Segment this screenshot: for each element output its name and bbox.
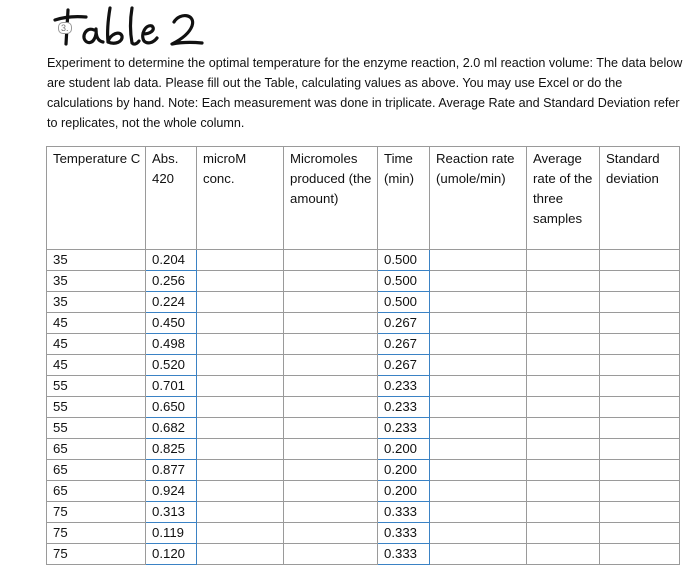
temperature-cell: 75 [47, 523, 146, 544]
temperature-cell: 65 [47, 481, 146, 502]
reaction-rate-cell[interactable] [430, 292, 527, 313]
abs-420-cell[interactable]: 0.682 [146, 418, 197, 439]
temperature-cell: 55 [47, 376, 146, 397]
micromoles-cell[interactable] [284, 292, 378, 313]
abs-420-cell[interactable]: 0.256 [146, 271, 197, 292]
microm-conc-cell[interactable] [197, 418, 284, 439]
microm-conc-cell[interactable] [197, 544, 284, 565]
reaction-rate-cell[interactable] [430, 481, 527, 502]
average-rate-cell[interactable] [527, 355, 600, 376]
temperature-cell: 75 [47, 502, 146, 523]
average-rate-cell[interactable] [527, 544, 600, 565]
micromoles-cell[interactable] [284, 397, 378, 418]
average-rate-cell[interactable] [527, 502, 600, 523]
table-row [47, 376, 680, 397]
average-rate-cell[interactable] [527, 460, 600, 481]
std-dev-cell[interactable] [600, 250, 680, 271]
time-cell[interactable]: 0.200 [378, 481, 430, 502]
table-row [47, 355, 680, 376]
time-cell[interactable]: 0.500 [378, 271, 430, 292]
abs-420-cell[interactable]: 0.224 [146, 292, 197, 313]
abs-420-cell[interactable]: 0.119 [146, 523, 197, 544]
micromoles-cell[interactable] [284, 313, 378, 334]
reaction-rate-cell[interactable] [430, 418, 527, 439]
table-row [47, 313, 680, 334]
table-body [47, 250, 680, 565]
question-number-marker: 3. [58, 22, 72, 34]
average-rate-cell[interactable] [527, 439, 600, 460]
micromoles-cell[interactable] [284, 334, 378, 355]
average-rate-cell[interactable] [527, 376, 600, 397]
reaction-rate-cell[interactable] [430, 544, 527, 565]
header-micromoles-produced: Micromoles produced (the amount) [284, 147, 378, 250]
micromoles-cell[interactable] [284, 271, 378, 292]
time-cell[interactable]: 0.267 [378, 334, 430, 355]
time-cell[interactable]: 0.267 [378, 313, 430, 334]
time-cell[interactable]: 0.233 [378, 418, 430, 439]
header-reaction-rate: Reaction rate (umole/min) [430, 147, 527, 250]
std-dev-cell[interactable] [600, 418, 680, 439]
reaction-rate-cell[interactable] [430, 334, 527, 355]
microm-conc-cell[interactable] [197, 334, 284, 355]
average-rate-cell[interactable] [527, 250, 600, 271]
time-cell[interactable]: 0.200 [378, 460, 430, 481]
reaction-rate-cell[interactable] [430, 355, 527, 376]
abs-420-cell[interactable]: 0.313 [146, 502, 197, 523]
abs-420-cell[interactable]: 0.204 [146, 250, 197, 271]
reaction-rate-cell[interactable] [430, 376, 527, 397]
std-dev-cell[interactable] [600, 439, 680, 460]
micromoles-cell[interactable] [284, 481, 378, 502]
header-abs-420: Abs. 420 [146, 147, 197, 250]
abs-420-cell[interactable]: 0.877 [146, 460, 197, 481]
abs-420-cell[interactable]: 0.701 [146, 376, 197, 397]
microm-conc-cell[interactable] [197, 439, 284, 460]
microm-conc-cell[interactable] [197, 481, 284, 502]
reaction-rate-cell[interactable] [430, 313, 527, 334]
time-cell[interactable]: 0.333 [378, 523, 430, 544]
reaction-rate-cell[interactable] [430, 250, 527, 271]
std-dev-cell[interactable] [600, 271, 680, 292]
std-dev-cell[interactable] [600, 502, 680, 523]
micromoles-cell[interactable] [284, 460, 378, 481]
temperature-cell: 65 [47, 439, 146, 460]
micromoles-cell[interactable] [284, 355, 378, 376]
micromoles-cell[interactable] [284, 502, 378, 523]
table-row [47, 502, 680, 523]
abs-420-cell[interactable]: 0.120 [146, 544, 197, 565]
microm-conc-cell[interactable] [197, 376, 284, 397]
temperature-cell: 35 [47, 250, 146, 271]
average-rate-cell[interactable] [527, 397, 600, 418]
reaction-rate-cell[interactable] [430, 397, 527, 418]
table-row [47, 439, 680, 460]
micromoles-cell[interactable] [284, 544, 378, 565]
reaction-rate-cell[interactable] [430, 439, 527, 460]
micromoles-cell[interactable] [284, 376, 378, 397]
temperature-cell: 45 [47, 355, 146, 376]
table-row [47, 523, 680, 544]
temperature-cell: 35 [47, 292, 146, 313]
average-rate-cell[interactable] [527, 313, 600, 334]
header-time-min: Time (min) [378, 147, 430, 250]
table-row [47, 250, 680, 271]
table-row [47, 271, 680, 292]
time-cell[interactable]: 0.333 [378, 544, 430, 565]
average-rate-cell[interactable] [527, 418, 600, 439]
table-row [47, 334, 680, 355]
instructions-text: Experiment to determine the optimal temperature for the enzyme reaction, 2.0 ml reaction volume: The data below are student lab data. Please fill out the Table, calculating values as above. You may use Excel or do the calculations by hand. Note: Each measurement was done in triplicate. Average Rate and Standard Deviation refer to replicates, not the whole column. [47, 56, 683, 130]
temperature-cell: 55 [47, 418, 146, 439]
header-standard-deviation: Standard deviation [600, 147, 680, 250]
abs-420-cell[interactable]: 0.650 [146, 397, 197, 418]
abs-420-cell[interactable]: 0.825 [146, 439, 197, 460]
table-row [47, 544, 680, 565]
abs-420-cell[interactable]: 0.498 [146, 334, 197, 355]
temperature-cell: 45 [47, 313, 146, 334]
micromoles-cell[interactable] [284, 439, 378, 460]
reaction-rate-cell[interactable] [430, 271, 527, 292]
microm-conc-cell[interactable] [197, 313, 284, 334]
std-dev-cell[interactable] [600, 355, 680, 376]
header-average-rate: Average rate of the three samples [527, 147, 600, 250]
reaction-rate-cell[interactable] [430, 502, 527, 523]
std-dev-cell[interactable] [600, 313, 680, 334]
header-temperature: Temperature C [47, 147, 146, 250]
temperature-cell: 55 [47, 397, 146, 418]
abs-420-cell[interactable]: 0.924 [146, 481, 197, 502]
std-dev-cell[interactable] [600, 334, 680, 355]
time-cell[interactable]: 0.233 [378, 376, 430, 397]
table-row [47, 418, 680, 439]
abs-420-cell[interactable]: 0.520 [146, 355, 197, 376]
temperature-cell: 35 [47, 271, 146, 292]
time-cell[interactable]: 0.267 [378, 355, 430, 376]
time-cell[interactable]: 0.500 [378, 250, 430, 271]
temperature-cell: 65 [47, 460, 146, 481]
micromoles-cell[interactable] [284, 523, 378, 544]
abs-420-cell[interactable]: 0.450 [146, 313, 197, 334]
table-header-row [47, 147, 680, 250]
time-cell[interactable]: 0.200 [378, 439, 430, 460]
std-dev-cell[interactable] [600, 397, 680, 418]
average-rate-cell[interactable] [527, 334, 600, 355]
micromoles-cell[interactable] [284, 250, 378, 271]
std-dev-cell[interactable] [600, 523, 680, 544]
enzyme-data-table [46, 146, 680, 565]
microm-conc-cell[interactable] [197, 523, 284, 544]
std-dev-cell[interactable] [600, 481, 680, 502]
average-rate-cell[interactable] [527, 292, 600, 313]
average-rate-cell[interactable] [527, 481, 600, 502]
table-row [47, 460, 680, 481]
micromoles-cell[interactable] [284, 418, 378, 439]
reaction-rate-cell[interactable] [430, 523, 527, 544]
std-dev-cell[interactable] [600, 544, 680, 565]
microm-conc-cell[interactable] [197, 397, 284, 418]
microm-conc-cell[interactable] [197, 502, 284, 523]
time-cell[interactable]: 0.233 [378, 397, 430, 418]
time-cell[interactable]: 0.333 [378, 502, 430, 523]
microm-conc-cell[interactable] [197, 271, 284, 292]
microm-conc-cell[interactable] [197, 460, 284, 481]
std-dev-cell[interactable] [600, 460, 680, 481]
table-row [47, 397, 680, 418]
average-rate-cell[interactable] [527, 523, 600, 544]
temperature-cell: 45 [47, 334, 146, 355]
handwritten-title-drawing [50, 4, 240, 50]
table-row [47, 481, 680, 502]
std-dev-cell[interactable] [600, 292, 680, 313]
std-dev-cell[interactable] [600, 376, 680, 397]
time-cell[interactable]: 0.500 [378, 292, 430, 313]
microm-conc-cell[interactable] [197, 292, 284, 313]
reaction-rate-cell[interactable] [430, 460, 527, 481]
microm-conc-cell[interactable] [197, 355, 284, 376]
header-microm-conc: microM conc. [197, 147, 284, 250]
microm-conc-cell[interactable] [197, 250, 284, 271]
temperature-cell: 75 [47, 544, 146, 565]
average-rate-cell[interactable] [527, 271, 600, 292]
table-row [47, 292, 680, 313]
handwritten-title [50, 4, 240, 50]
